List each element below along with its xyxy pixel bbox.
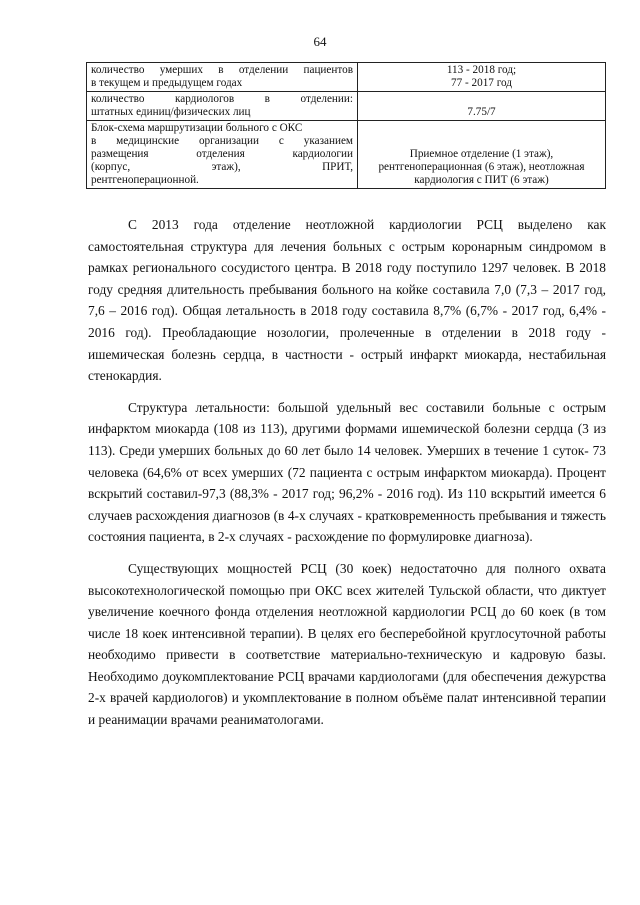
cell-line: (корпус, этаж), ПРИТ, xyxy=(91,161,353,173)
cell-line: 77 - 2017 год xyxy=(451,77,512,89)
table-row xyxy=(87,121,606,189)
paragraph: Существующих мощностей РСЦ (30 коек) недостаточно для полного охвата высокотехнологической помощью при ОКС всех жителей Тульской области, что диктует увеличение коечного фонда отделения неотложной кардиологии РСЦ до 60 коек (в том числе 18 коек интенсивной терапии). В целях его бесперебойной круглосуточной работы необходимо привести в соответствие материально-техническую и кадровую базы. Необходимо доукомплектование РСЦ врачами кардиологами (для обеспечения дежурства 2-х врачей кардиологов) и укомплектование в полном объёме палат интенсивной терапии и реанимации врачами реаниматологами. xyxy=(88,560,606,728)
table-cell-label xyxy=(87,92,358,121)
table-cell-label xyxy=(87,63,358,92)
cell-line: Приемное отделение (1 этаж), xyxy=(409,148,554,160)
cell-line: Блок-схема маршрутизации больного с ОКС xyxy=(91,122,303,134)
cell-line: 113 - 2018 год; xyxy=(446,64,517,76)
table-row xyxy=(87,63,606,92)
info-table xyxy=(86,62,606,189)
paragraph: Структура летальности: большой удельный вес составили больные с острым инфарктом миокарда (108 из 113), другими формами ишемической болезни сердца (3 из 113). Среди умерших больных до 60 лет было 14 человек. Умерших в течение 1 суток- 73 человека (64,6% от всех умерших (72 пациента с острым инфарктом миокарда). Процент вскрытий составил-97,3 (88,3% - 2017 год; 96,2% - 2016 год). Из 110 вскрытий имеется 6 случаев расхождения диагнозов (в 4-х случаях - кратковременность пребывания и тяжесть состояния пациента, в 2-х случаях - расхождение по формулировке диагноза). xyxy=(88,399,606,545)
cell-line: количество умерших в отделении пациентов xyxy=(91,64,353,76)
table-cell-value xyxy=(358,63,606,92)
cell-line: рентгеноперационная (6 этаж), неотложная xyxy=(378,161,585,173)
cell-line: кардиология с ПИТ (6 этаж) xyxy=(414,174,549,186)
cell-line: 7.75/7 xyxy=(467,106,496,118)
table-cell-value xyxy=(358,92,606,121)
body-text xyxy=(88,214,606,741)
cell-line: размещения отделения кардиологии xyxy=(91,148,353,160)
table-cell-value xyxy=(358,121,606,189)
page-number: 64 xyxy=(313,34,327,49)
cell-line: количество кардиологов в отделении: xyxy=(91,93,353,105)
cell-line: рентгеноперационной. xyxy=(91,174,199,186)
cell-line: штатных единиц/физических лиц xyxy=(91,106,251,118)
cell-line: в медицинские организации с указанием xyxy=(91,135,353,147)
cell-line: в текущем и предыдущем годах xyxy=(91,77,243,89)
table-row xyxy=(87,92,606,121)
table-cell-label xyxy=(87,121,358,189)
paragraph: С 2013 года отделение неотложной кардиологии РСЦ выделено как самостоятельная структура для лечения больных с острым коронарным синдромом в рамках регионального сосудистого центра. В 2018 году поступило 1297 человек. В 2018 году средняя длительность пребывания больного на койке составила 7,0 (7,3 – 2017 год, 7,6 – 2016 год). Общая летальность в 2018 году составила 8,7% (6,7% - 2017 год, 6,4% - 2016 год). Преобладающие нозологии, пролеченные в отделении в 2018 году - ишемическая болезнь сердца, в частности - острый инфаркт миокарда, нестабильная стенокардия. xyxy=(88,217,606,384)
